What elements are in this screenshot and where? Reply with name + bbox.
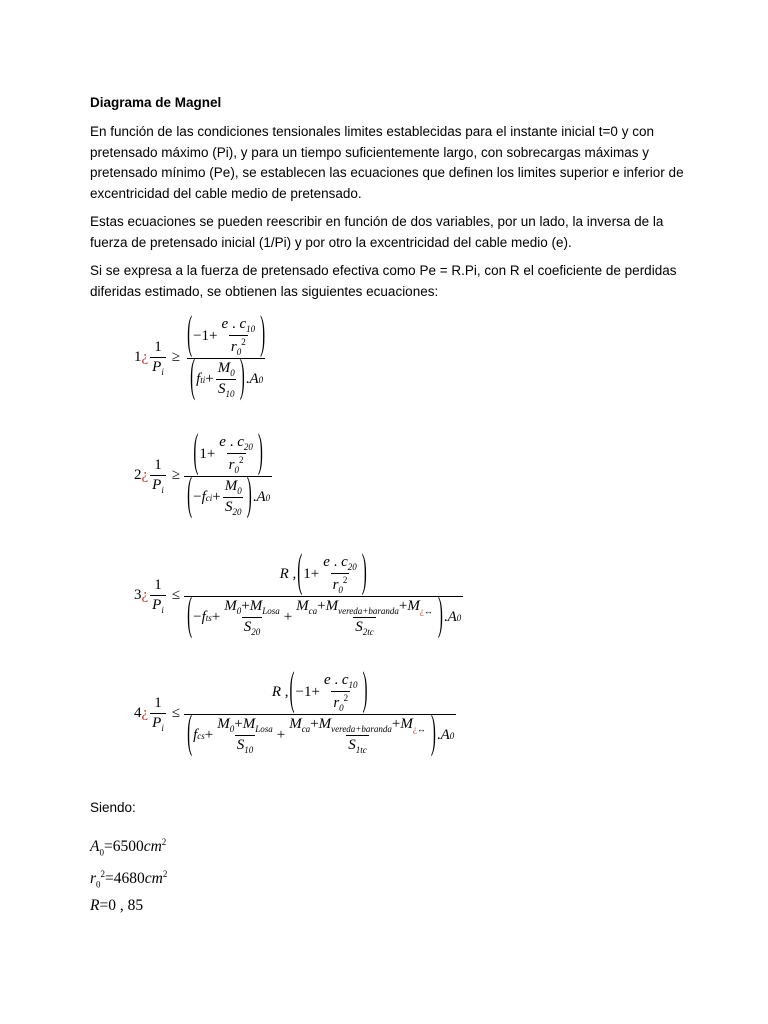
definition-r: R=0 , 85: [90, 897, 144, 914]
eq-relation: ≥: [171, 467, 181, 483]
paragraph-3: Si se expresa a la fuerza de pretensado efectiva como Pe = R.Pi, con R el coeficiente de perdidas diferidas estimado, se obtienen las siguientes ecuaciones:: [90, 263, 677, 299]
eq-relation: ≥: [171, 349, 181, 365]
paragraph-1: En función de las condiciones tensionales limites establecidas para el instante inicial t=0 y con pretensado máximo (Pi), y para un tiempo suficientemente largo, con sobrecargas máximas y pretensado mínimo (Pe), se establecen las ecuaciones que definen los limites superior e inferior de excentricidad del cable medio de pretensado.: [90, 124, 684, 201]
eq-number: 3: [134, 587, 142, 603]
main-fraction: ( −1+ $\frac{e . c_{10}}{r_0^2}$ ) ( f ti + $\frac{M_0}{S_{10}}$ ) . A 0: [187, 310, 266, 403]
document-page: [90, 94, 690, 914]
equation-2: 2 ¿ $\frac{1}{P_i}$ ≥ ( 1+ $\frac{e . c_{20}}{r_0^2}$ ) ( − f ci + $\frac{M_0}{S_{20}}$ ) . A 0: [134, 428, 271, 521]
eq-number: 1: [134, 349, 142, 365]
equation-3: 3 ¿ $\frac{1}{P_i}$ ≤ R , ( 1+ $\frac{e . c_{20}}{r_0^2}$ ) ( − f ts + $\frac{M_0+M_{Losa}}{S_{20}}$ + $\frac{M_{ca}+M_{vereda+baranda}+M_{¿\leftrightarrow}}{S_{2tc}}$ ) . A 0: [134, 548, 462, 641]
paragraph-2: Estas ecuaciones se pueden reescribir en función de dos variables, por un lado, la inversa de la fuerza de pretensado inicial (1/Pi) y por otro la excentricidad del cable medio (e).: [90, 214, 664, 250]
eq-relation: ≤: [171, 587, 181, 603]
main-fraction: R , ( −1+ $\frac{e . c_{10}}{r_0^2}$ ) ( f cs + $\frac{M_0+M_{Losa}}{S_{10}}$ + $\frac{M_{ca}+M_{vereda+baranda}+M_{¿\leftrightarrow}}{S_{1tc}}$ ) . A 0: [184, 672, 456, 755]
equation-4: 4 ¿ $\frac{1}{P_i}$ ≤ R , ( −1+ $\frac{e . c_{10}}{r_0^2}$ ) ( f cs + $\frac{M_0+M_{Losa}}{S_{10}}$ + $\frac{M_{ca}+M_{vereda+baranda}+M_{¿\leftrightarrow}}{S_{1tc}}$ ) . A 0: [134, 666, 455, 759]
document-title: Diagrama de Magnel: [90, 95, 222, 110]
eq-number: 4: [134, 705, 142, 721]
main-fraction: ( 1+ $\frac{e . c_{20}}{r_0^2}$ ) ( − f ci + $\frac{M_0}{S_{20}}$ ) . A 0: [184, 434, 272, 517]
eq-relation: ≤: [171, 705, 181, 721]
definitions: [90, 826, 167, 922]
definition-a0: $A_0=6500cm^2$: [90, 837, 167, 858]
definition-r0: $r_0^2=4680cm^2$: [90, 869, 168, 890]
main-fraction: R , ( 1+ $\frac{e . c_{20}}{r_0^2}$ ) ( − f ts + $\frac{M_0+M_{Losa}}{S_{20}}$ + $\frac{M_{ca}+M_{vereda+baranda}+M_{¿\leftrightarrow}}{S_{2tc}}$ ) . A 0: [184, 554, 463, 637]
siendo-label: Siendo:: [90, 800, 136, 815]
eq-number: 2: [134, 467, 142, 483]
equation-1: 1 ¿ $\frac{1}{P_i}$ ≥ ( −1+ $\frac{e . c_{10}}{r_0^2}$ ) ( f ti + $\frac{M_0}{S_{10}}$ ) . A 0: [134, 316, 270, 399]
